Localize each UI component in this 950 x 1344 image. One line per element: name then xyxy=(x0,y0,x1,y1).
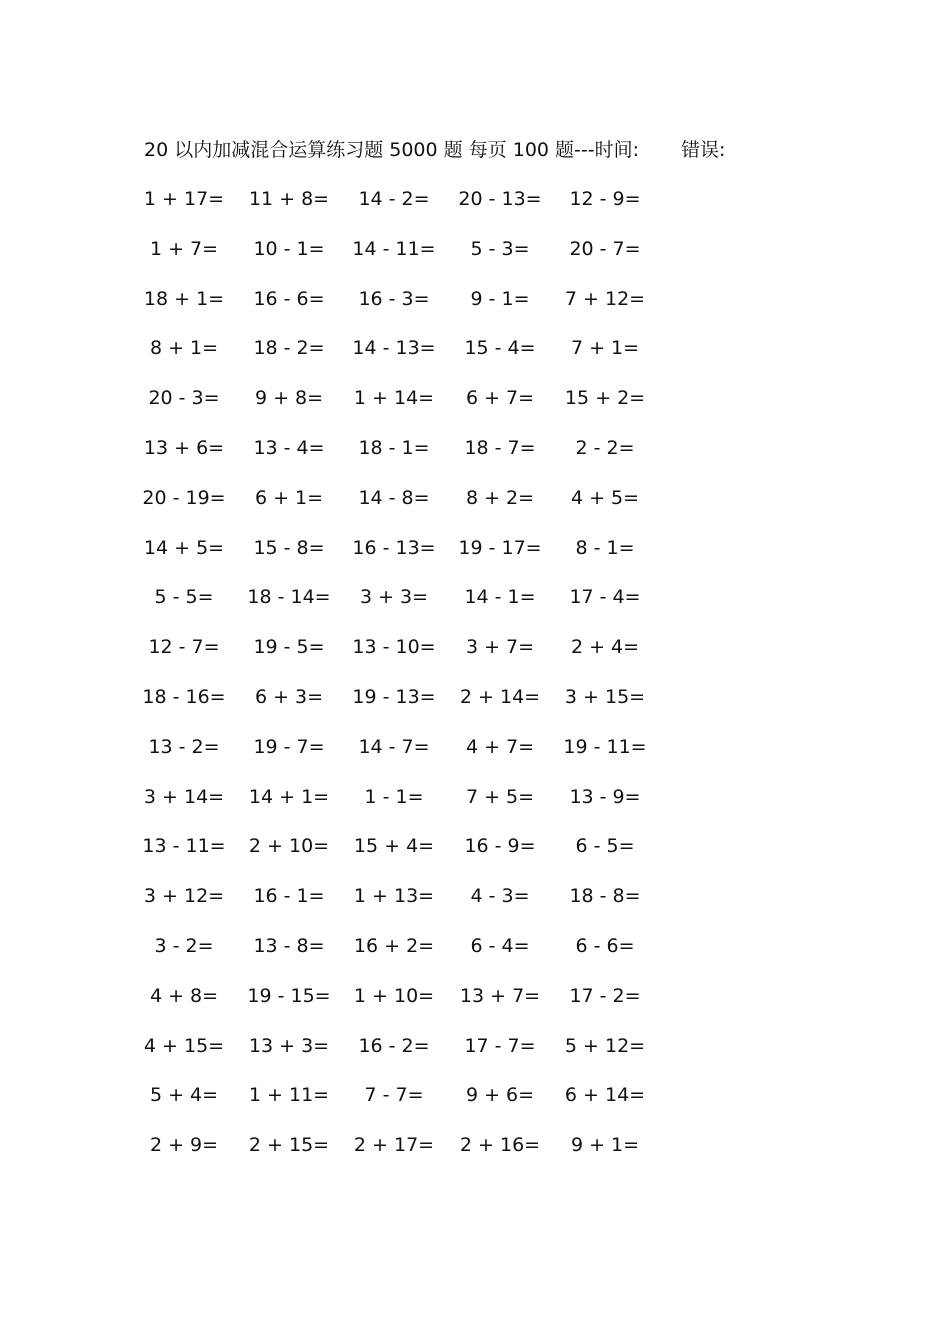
problem-item: 8 + 2= xyxy=(465,487,535,509)
problem-item: 1 + 7= xyxy=(149,238,219,260)
problem-item: 5 + 4= xyxy=(149,1084,219,1106)
problem-item: 5 - 5= xyxy=(154,586,214,608)
problem-item: 13 - 11= xyxy=(142,835,226,857)
problem-item: 4 + 7= xyxy=(465,736,535,758)
problem-item: 13 - 8= xyxy=(253,935,325,957)
problem-item: 18 - 14= xyxy=(247,586,331,608)
problem-item: 18 - 7= xyxy=(464,437,536,459)
problem-item: 13 - 10= xyxy=(352,636,436,658)
errors-label: 错误: xyxy=(681,139,726,161)
worksheet-title: 20 以内加减混合运算练习题 5000 题 每页 100 题---时间: xyxy=(144,139,640,161)
problem-item: 16 - 3= xyxy=(358,288,430,310)
problem-item: 2 + 4= xyxy=(570,636,640,658)
problem-item: 6 + 14= xyxy=(564,1084,646,1106)
problem-item: 8 - 1= xyxy=(575,537,635,559)
problem-item: 1 + 13= xyxy=(353,885,435,907)
problem-item: 18 - 2= xyxy=(253,337,325,359)
problem-item: 20 - 3= xyxy=(148,387,220,409)
problem-item: 4 + 5= xyxy=(570,487,640,509)
problem-item: 19 - 7= xyxy=(253,736,325,758)
problem-item: 13 + 3= xyxy=(248,1035,330,1057)
problem-item: 6 - 5= xyxy=(575,835,635,857)
problem-item: 14 - 7= xyxy=(358,736,430,758)
problem-item: 9 + 8= xyxy=(254,387,324,409)
problem-item: 2 - 2= xyxy=(575,437,635,459)
problem-item: 9 + 1= xyxy=(570,1134,640,1156)
problem-item: 15 + 2= xyxy=(564,387,646,409)
problem-item: 9 + 6= xyxy=(465,1084,535,1106)
problem-item: 18 + 1= xyxy=(143,288,225,310)
problem-item: 14 + 1= xyxy=(248,786,330,808)
problem-item: 3 + 3= xyxy=(359,586,429,608)
problem-item: 15 - 4= xyxy=(464,337,536,359)
problem-item: 17 - 7= xyxy=(464,1035,536,1057)
problem-item: 20 - 7= xyxy=(569,238,641,260)
problem-item: 20 - 19= xyxy=(142,487,226,509)
problem-item: 9 - 1= xyxy=(470,288,530,310)
problem-item: 6 + 1= xyxy=(254,487,324,509)
problem-item: 16 + 2= xyxy=(353,935,435,957)
problem-item: 2 + 14= xyxy=(459,686,541,708)
problem-item: 16 - 1= xyxy=(253,885,325,907)
problem-item: 16 - 13= xyxy=(352,537,436,559)
problem-item: 19 - 17= xyxy=(458,537,542,559)
problem-item: 18 - 1= xyxy=(358,437,430,459)
problem-item: 14 - 13= xyxy=(352,337,436,359)
problem-item: 7 + 5= xyxy=(465,786,535,808)
problem-item: 3 + 15= xyxy=(564,686,646,708)
problem-item: 1 + 17= xyxy=(143,188,225,210)
problem-item: 7 - 7= xyxy=(364,1084,424,1106)
problem-item: 20 - 13= xyxy=(458,188,542,210)
problem-item: 15 - 8= xyxy=(253,537,325,559)
problem-item: 6 - 4= xyxy=(470,935,530,957)
problem-item: 12 - 7= xyxy=(148,636,220,658)
problem-item: 14 - 1= xyxy=(464,586,536,608)
problem-item: 13 - 9= xyxy=(569,786,641,808)
problem-item: 13 + 6= xyxy=(143,437,225,459)
problem-item: 2 + 16= xyxy=(459,1134,541,1156)
problem-item: 1 + 11= xyxy=(248,1084,330,1106)
problem-item: 6 + 7= xyxy=(465,387,535,409)
problem-item: 14 - 2= xyxy=(358,188,430,210)
problem-item: 14 - 11= xyxy=(352,238,436,260)
problem-item: 12 - 9= xyxy=(569,188,641,210)
problem-item: 3 + 14= xyxy=(143,786,225,808)
problem-item: 5 + 12= xyxy=(564,1035,646,1057)
problem-item: 3 + 12= xyxy=(143,885,225,907)
problem-item: 11 + 8= xyxy=(248,188,330,210)
problem-item: 16 - 2= xyxy=(358,1035,430,1057)
problem-item: 2 + 9= xyxy=(149,1134,219,1156)
problem-item: 1 - 1= xyxy=(364,786,424,808)
problem-item: 8 + 1= xyxy=(149,337,219,359)
problem-item: 13 - 2= xyxy=(148,736,220,758)
problem-item: 13 + 7= xyxy=(459,985,541,1007)
problem-item: 15 + 4= xyxy=(353,835,435,857)
problem-item: 16 - 9= xyxy=(464,835,536,857)
problem-item: 6 - 6= xyxy=(575,935,635,957)
problem-item: 19 - 13= xyxy=(352,686,436,708)
problem-item: 14 - 8= xyxy=(358,487,430,509)
problem-item: 3 + 7= xyxy=(465,636,535,658)
problem-item: 2 + 15= xyxy=(248,1134,330,1156)
problem-item: 13 - 4= xyxy=(253,437,325,459)
problem-item: 6 + 3= xyxy=(254,686,324,708)
problem-item: 4 + 8= xyxy=(149,985,219,1007)
problem-item: 4 - 3= xyxy=(470,885,530,907)
problem-item: 18 - 16= xyxy=(142,686,226,708)
problem-item: 5 - 3= xyxy=(470,238,530,260)
problem-item: 3 - 2= xyxy=(154,935,214,957)
problem-item: 19 - 11= xyxy=(563,736,647,758)
problem-item: 17 - 4= xyxy=(569,586,641,608)
problem-item: 1 + 14= xyxy=(353,387,435,409)
problem-item: 1 + 10= xyxy=(353,985,435,1007)
problem-item: 4 + 15= xyxy=(143,1035,225,1057)
problem-item: 7 + 12= xyxy=(564,288,646,310)
problem-item: 19 - 5= xyxy=(253,636,325,658)
problem-item: 7 + 1= xyxy=(570,337,640,359)
problem-item: 14 + 5= xyxy=(143,537,225,559)
problem-item: 18 - 8= xyxy=(569,885,641,907)
problem-item: 2 + 10= xyxy=(248,835,330,857)
problem-item: 17 - 2= xyxy=(569,985,641,1007)
problem-item: 16 - 6= xyxy=(253,288,325,310)
problem-item: 19 - 15= xyxy=(247,985,331,1007)
problem-item: 2 + 17= xyxy=(353,1134,435,1156)
problem-item: 10 - 1= xyxy=(253,238,325,260)
